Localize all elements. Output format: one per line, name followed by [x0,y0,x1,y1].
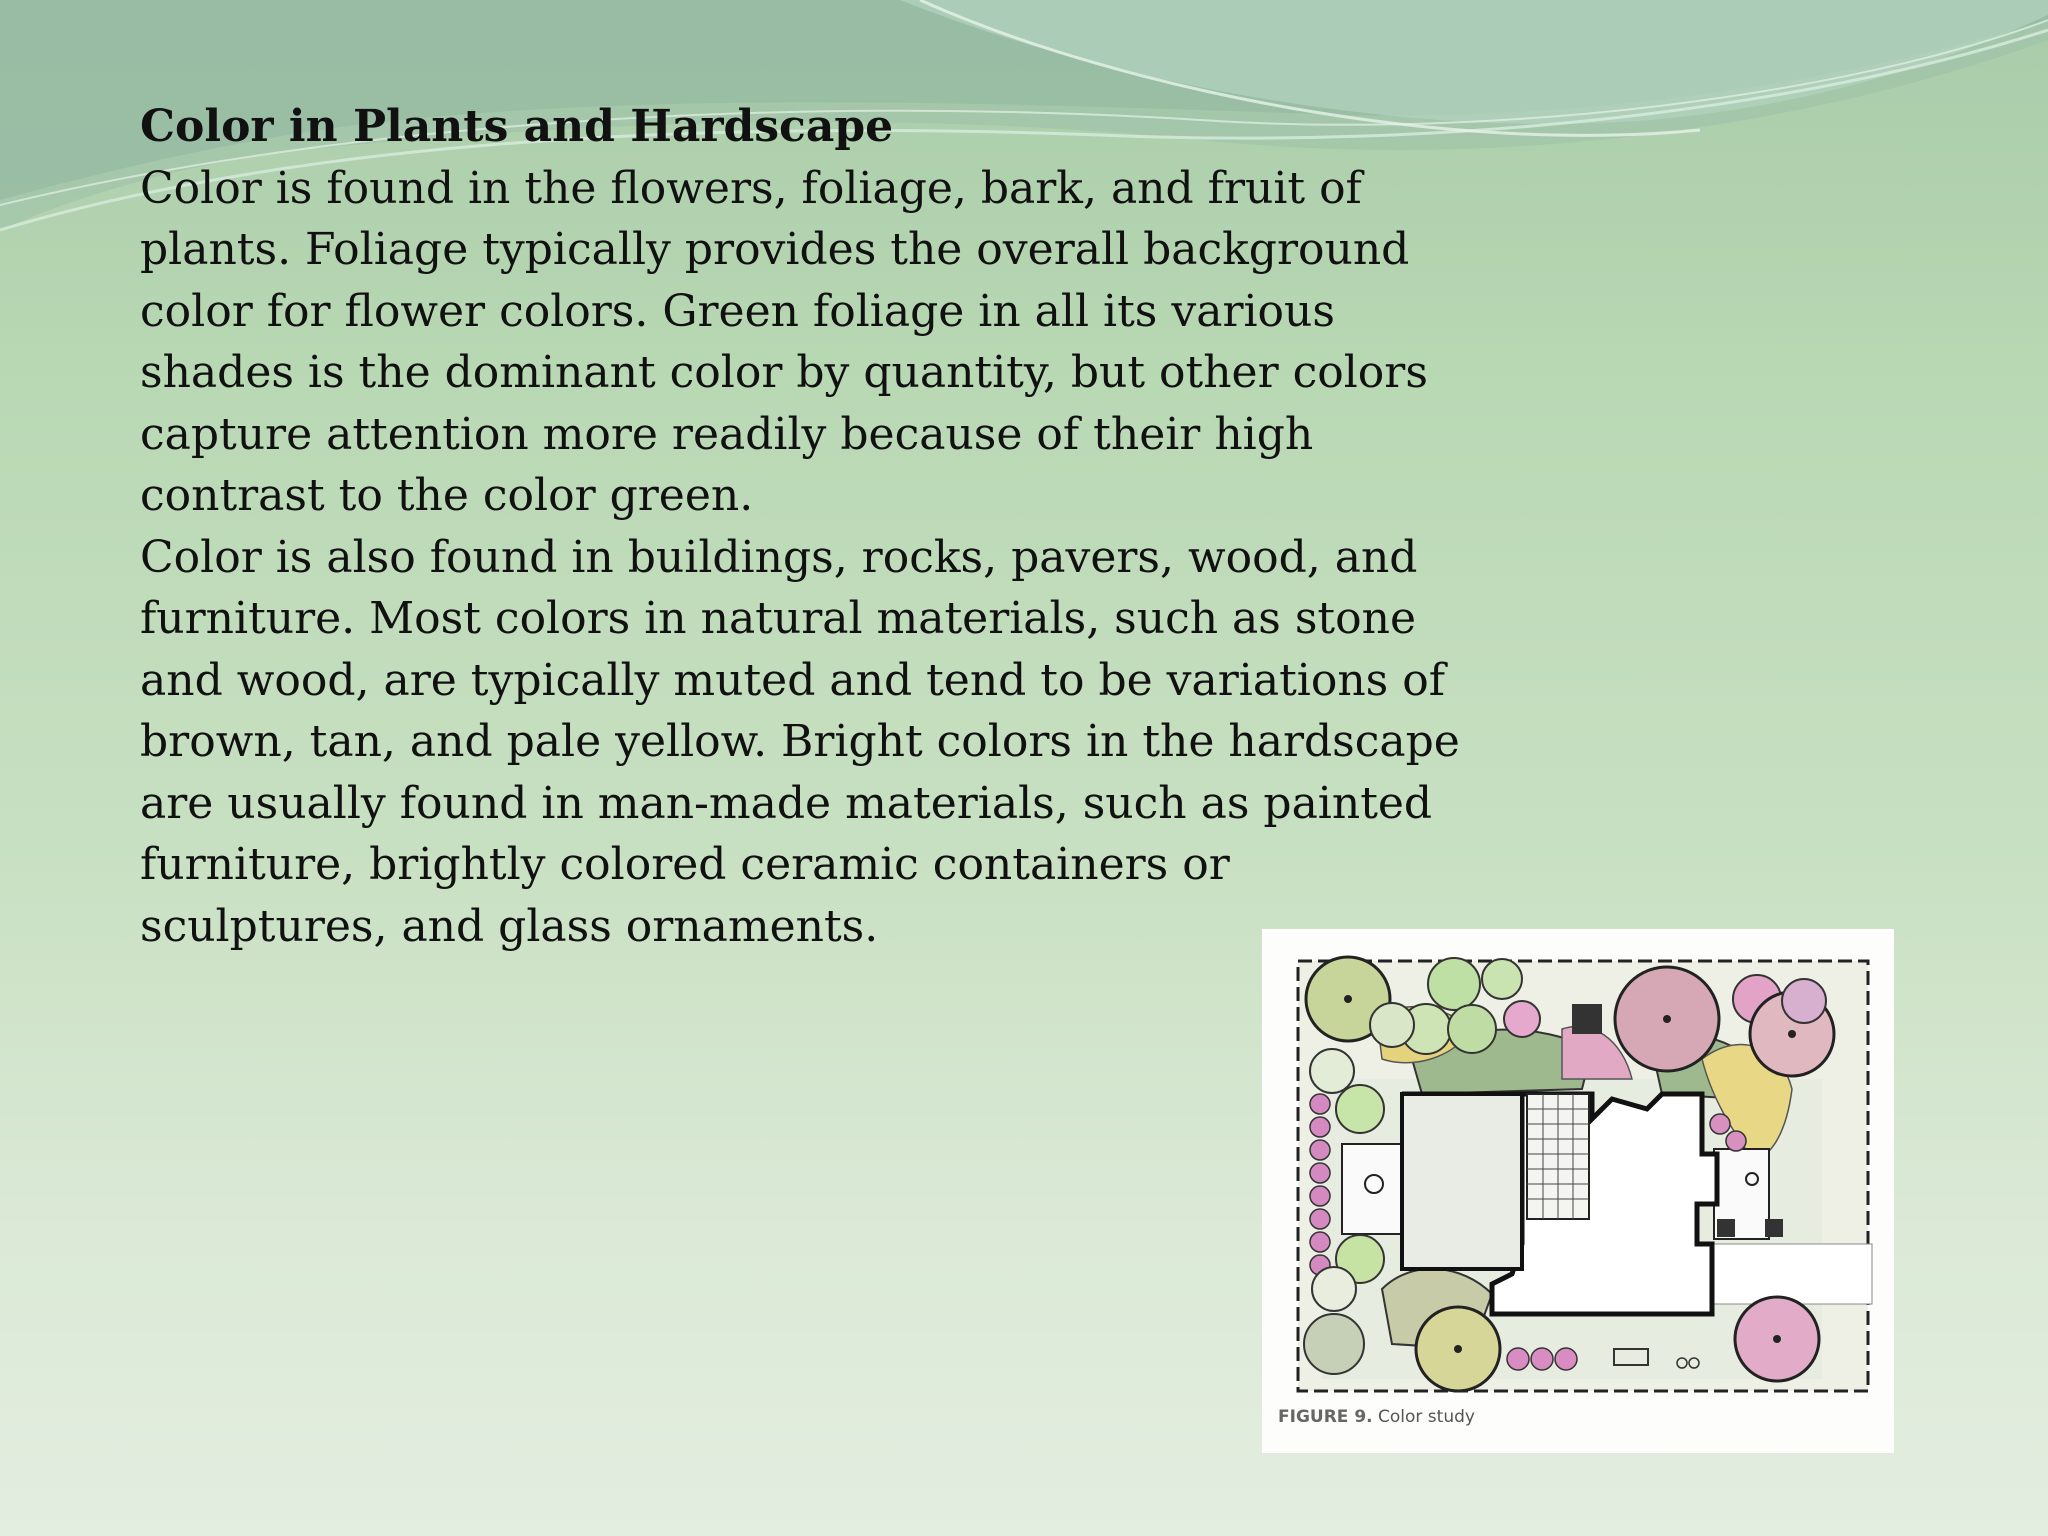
site-plan-illustration [1262,929,1894,1399]
paragraph-hardscape: Color is also found in buildings, rocks, pavers, wood, and furniture. Most colors in natural materials, such as stone and wood, are typically muted and tend to be variations of brown, tan, and pale yellow. Bright colors in the hardscape are usually found in man-made materials, such as painted furniture, brightly colored ceramic containers or sculptures, and glass ornaments. [140,531,1460,952]
paragraph-plants: Color is found in the flowers, foliage, bark, and fruit of plants. Foliage typically provides the overall background color for flower colors. Green foliage in all its various shades is the dominant color by quantity, but other colors capture attention more readily because of their high contrast to the color green. [140,162,1428,521]
figure-caption-text: Color study [1378,1407,1475,1427]
figure-caption-label: FIGURE 9. [1278,1407,1373,1427]
figure-color-study [1262,929,1894,1453]
slide-title: Color in Plants and Hardscape [140,101,894,152]
figure-caption [1278,1407,1475,1427]
slide-body [140,96,1470,957]
